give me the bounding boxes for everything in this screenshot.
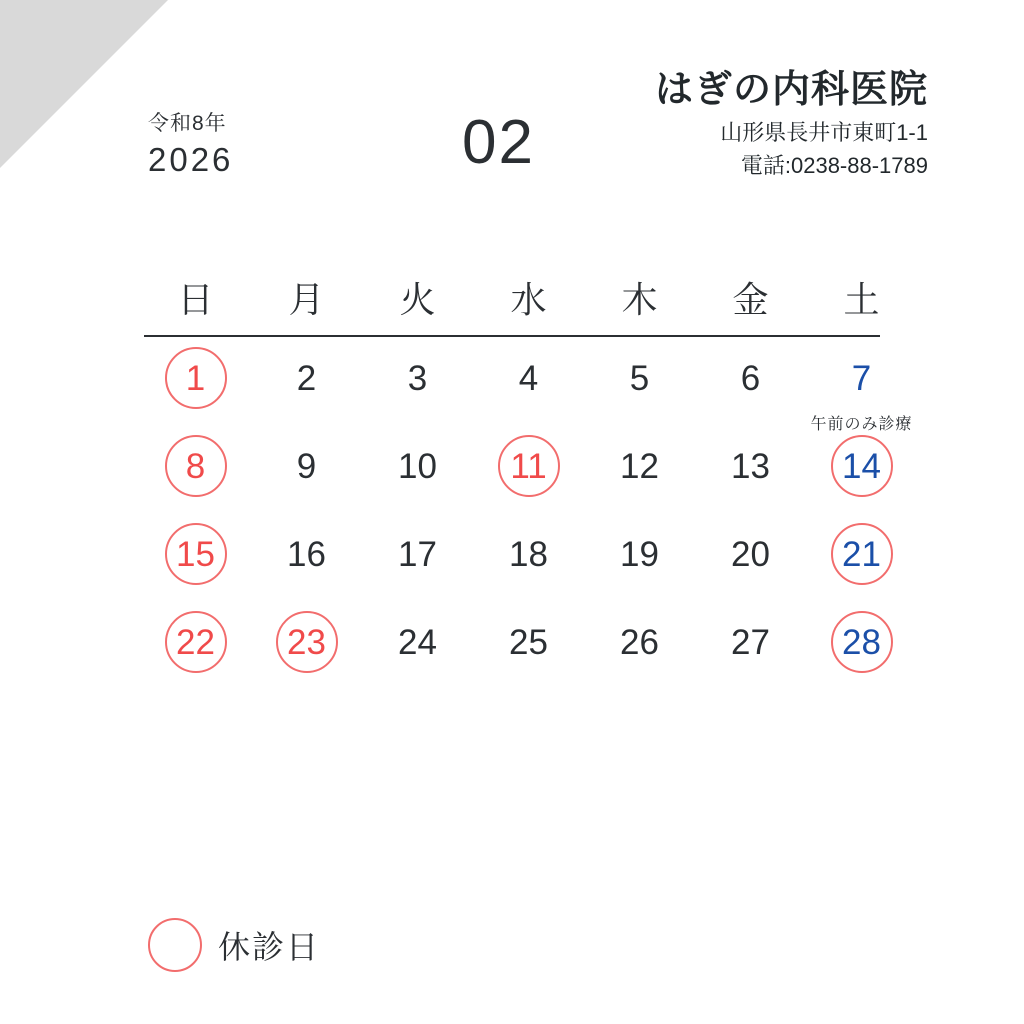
calendar-day-cell <box>584 347 695 425</box>
day-number: 11 <box>498 435 560 497</box>
calendar-day-cell <box>251 611 362 689</box>
calendar-day-cell <box>695 435 806 513</box>
day-number: 8 <box>165 435 227 497</box>
calendar-day-cell <box>140 523 251 601</box>
calendar-day-cell <box>584 611 695 689</box>
calendar-day-cell <box>251 435 362 513</box>
calendar-day-cell <box>140 435 251 513</box>
calendar-day-cell <box>362 435 473 513</box>
day-number: 28 <box>831 611 893 673</box>
day-number: 4 <box>518 358 539 398</box>
calendar-day-cell <box>584 435 695 513</box>
day-number: 24 <box>398 622 437 662</box>
day-number: 3 <box>407 358 428 398</box>
day-number: 25 <box>509 622 548 662</box>
calendar-day-cell <box>251 347 362 425</box>
date-heading <box>148 112 233 180</box>
day-number: 22 <box>165 611 227 673</box>
weekday-header-sun: 日 <box>177 279 214 320</box>
weekday-header-fri: 金 <box>732 279 769 320</box>
calendar-week-row <box>140 611 920 689</box>
day-number: 26 <box>620 622 659 662</box>
day-note: 午前のみ診療 <box>810 416 913 434</box>
day-number: 15 <box>165 523 227 585</box>
calendar-day-cell <box>473 347 584 425</box>
header-divider <box>144 335 880 337</box>
day-number: 6 <box>740 358 761 398</box>
legend <box>148 918 320 972</box>
calendar-day-cell <box>362 347 473 425</box>
day-number: 21 <box>831 523 893 585</box>
calendar-day-cell <box>251 523 362 601</box>
weekday-header-thu: 木 <box>621 279 658 320</box>
day-number: 23 <box>276 611 338 673</box>
calendar-week-row <box>140 523 920 601</box>
clinic-phone: 電話:0238-88-1789 <box>740 153 928 179</box>
day-number: 12 <box>620 446 659 486</box>
day-number: 16 <box>287 534 326 574</box>
calendar-day-cell <box>140 611 251 689</box>
calendar-day-cell <box>473 611 584 689</box>
calendar-day-cell <box>806 347 917 434</box>
weekday-header-tue: 火 <box>399 279 436 320</box>
calendar-day-cell <box>806 435 917 513</box>
calendar-day-cell <box>362 611 473 689</box>
day-number: 10 <box>398 446 437 486</box>
calendar-grid <box>140 278 920 689</box>
closed-day-circle-icon <box>148 918 202 972</box>
calendar-day-cell <box>695 611 806 689</box>
day-number: 7 <box>851 358 872 398</box>
calendar-day-cell <box>806 523 917 601</box>
weekday-header-mon: 月 <box>288 279 325 320</box>
weekday-header-sat: 土 <box>843 279 880 320</box>
clinic-info <box>655 68 928 181</box>
day-number: 9 <box>296 446 317 486</box>
day-number: 19 <box>620 534 659 574</box>
calendar-day-cell <box>362 523 473 601</box>
calendar-day-cell <box>584 523 695 601</box>
legend-label: 休診日 <box>218 929 321 965</box>
month-number: 02 <box>462 108 535 177</box>
day-number: 5 <box>629 358 650 398</box>
day-number: 20 <box>731 534 770 574</box>
calendar-day-cell <box>806 611 917 689</box>
day-number: 13 <box>731 446 770 486</box>
calendar-week-row <box>140 347 920 434</box>
clinic-address: 山形県長井市東町1-1 <box>720 119 928 145</box>
calendar-header <box>0 0 1024 210</box>
calendar-day-cell <box>695 523 806 601</box>
calendar-day-cell <box>473 435 584 513</box>
weekday-header-row <box>140 278 920 335</box>
era-label: 令和8年 <box>148 112 227 135</box>
weekday-header-wed: 水 <box>510 279 547 320</box>
clinic-name: はぎの内科医院 <box>654 69 928 111</box>
day-number: 1 <box>165 347 227 409</box>
calendar-day-cell <box>695 347 806 425</box>
day-number: 2 <box>296 358 317 398</box>
calendar-day-cell <box>473 523 584 601</box>
calendar-week-row <box>140 435 920 513</box>
year-number: 2026 <box>148 141 234 179</box>
day-number: 27 <box>731 622 770 662</box>
day-number: 18 <box>509 534 548 574</box>
calendar-day-cell <box>140 347 251 425</box>
day-number: 14 <box>831 435 893 497</box>
day-number: 17 <box>398 534 437 574</box>
